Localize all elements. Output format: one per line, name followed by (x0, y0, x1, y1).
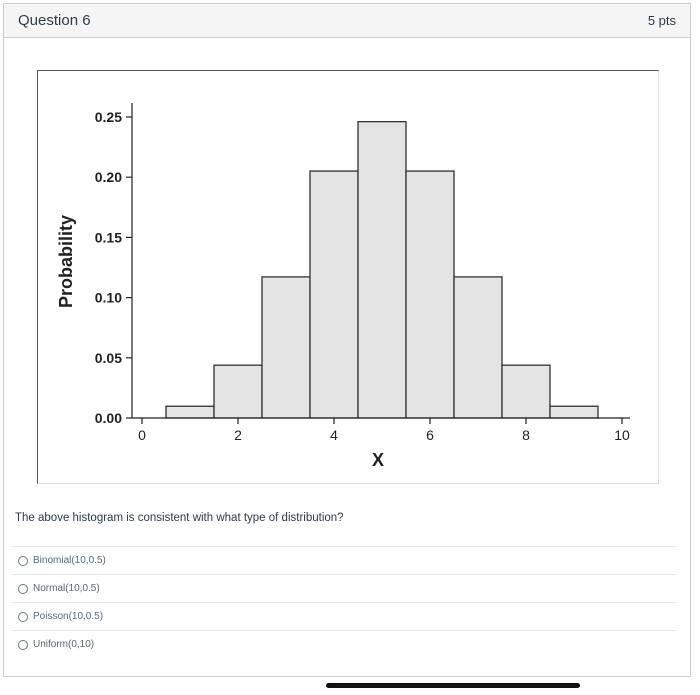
question-header (4, 4, 690, 38)
answer-label: Binomial(10,0.5) (33, 555, 106, 566)
radio-button[interactable] (18, 612, 28, 622)
home-indicator (326, 683, 580, 688)
histogram-bar (166, 406, 214, 418)
question-text: The above histogram is consistent with what type of distribution? (15, 512, 344, 524)
radio-button[interactable] (18, 640, 28, 650)
y-axis-label: Probability (56, 214, 76, 309)
y-tick-label: 0.00 (94, 410, 122, 426)
y-tick-label: 0.25 (94, 109, 122, 125)
x-axis-label: X (371, 450, 385, 470)
answer-option-binomial[interactable] (12, 546, 676, 574)
radio-button[interactable] (18, 556, 28, 566)
histogram-bar (358, 122, 406, 418)
answer-option-uniform[interactable] (12, 630, 676, 658)
y-tick-label: 0.20 (94, 169, 122, 186)
x-tick-label: 4 (330, 427, 338, 443)
histogram-bar (502, 365, 550, 418)
x-tick-label: 6 (426, 427, 434, 443)
histogram-bar (214, 365, 262, 418)
answer-list (12, 546, 676, 658)
answer-option-poisson[interactable] (12, 602, 676, 630)
histogram-bar (310, 171, 358, 418)
answer-label: Normal(10,0.5) (33, 583, 100, 594)
y-tick-label: 0.05 (94, 349, 122, 366)
histogram-frame (37, 70, 659, 484)
x-tick-label: 10 (614, 427, 630, 443)
y-tick-label: 0.15 (94, 229, 122, 246)
radio-button[interactable] (18, 584, 28, 594)
histogram-bar (406, 171, 454, 418)
answer-option-normal[interactable] (12, 574, 676, 602)
histogram-bar (550, 406, 598, 418)
question-points: 5 pts (647, 13, 676, 28)
histogram-bar (454, 277, 502, 418)
answer-label: Poisson(10,0.5) (33, 611, 104, 622)
x-tick-label: 8 (522, 427, 530, 443)
answer-label: Uniform(0,10) (33, 639, 95, 650)
histogram-bar (262, 277, 310, 418)
histogram-chart (38, 71, 660, 485)
y-tick-label: 0.10 (94, 289, 122, 306)
question-title: Question 6 (18, 12, 91, 29)
x-tick-label: 0 (138, 427, 146, 443)
x-tick-label: 2 (234, 427, 242, 443)
